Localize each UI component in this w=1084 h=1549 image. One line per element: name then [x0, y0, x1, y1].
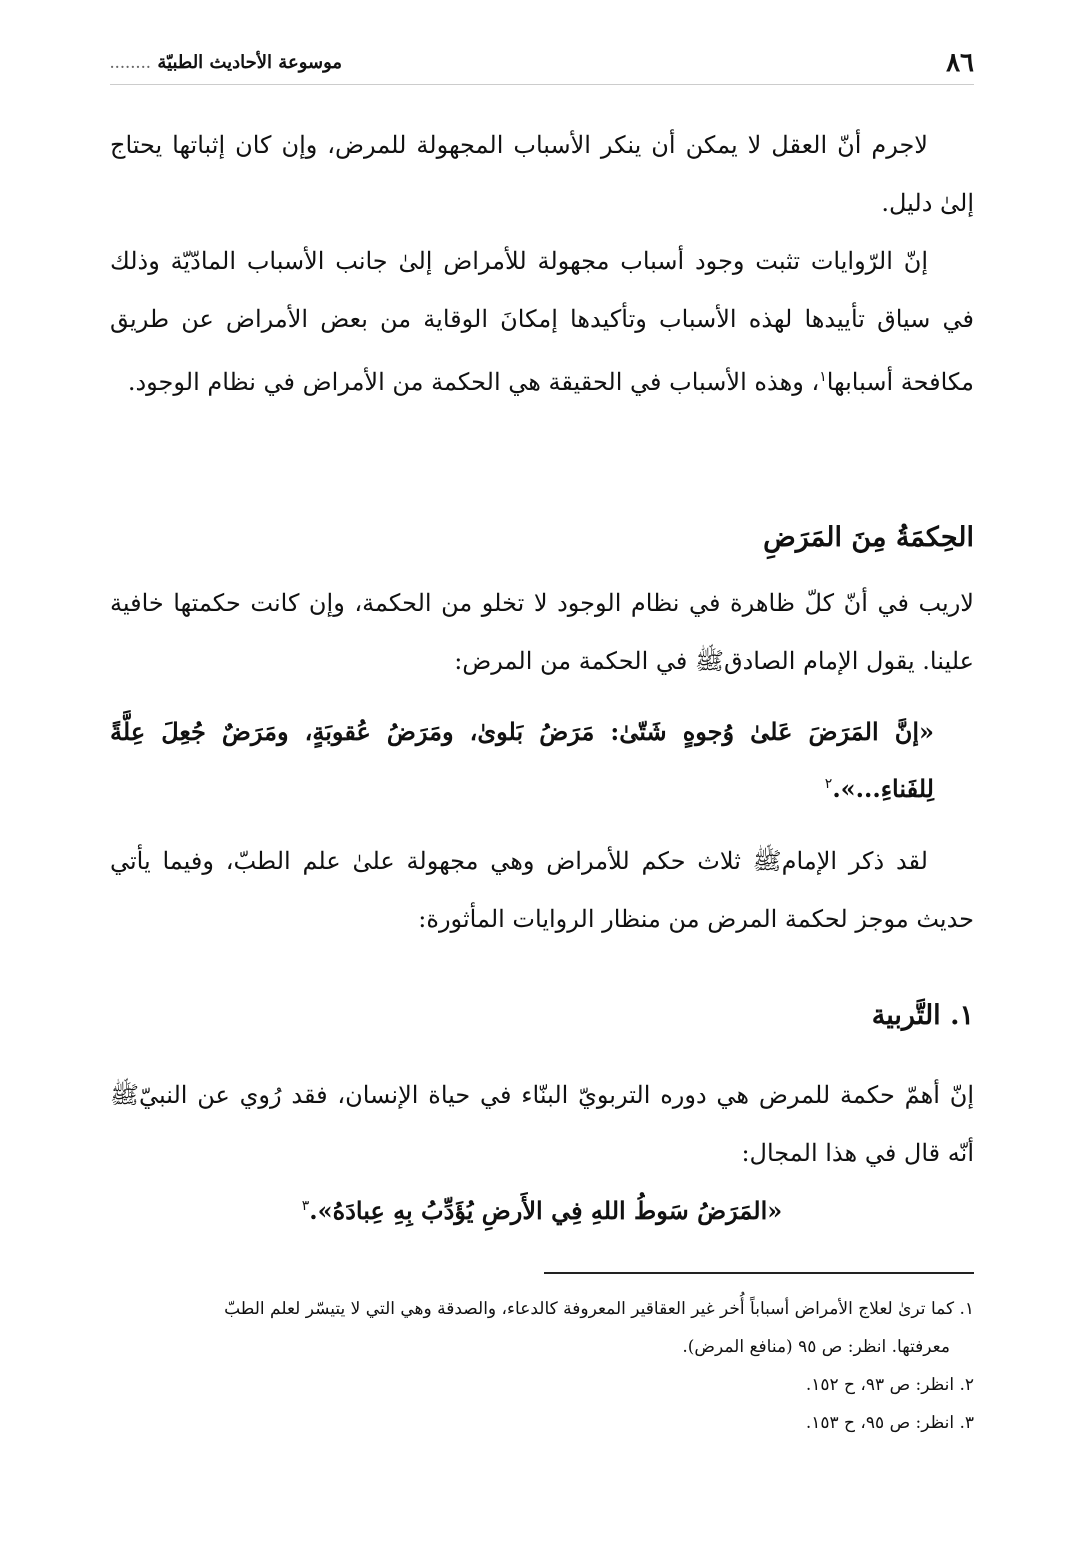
footnote-ref-3: ٣	[301, 1198, 310, 1214]
dotted-leader: ........	[110, 57, 152, 71]
footnote-1: ١. كما ترىٰ لعلاج الأمراض أسباباً أُخر غير العقاقير المعروفة كالدعاء، والصدقة وهي التي لا يتيسّر لعلم الطبّ	[224, 1299, 974, 1319]
running-title	[110, 52, 342, 73]
paragraph-1: لاجرم أنّ العقل لا يمكن أن ينكر الأسباب المجهولة للمرض، وإن كان إثباتها يحتاج إلىٰ دليل.	[110, 131, 974, 217]
subsection-heading: ١. التَّربية	[871, 1000, 974, 1031]
section-heading: الحِكمَةُ مِنَ المَرَضِ	[763, 522, 974, 553]
paragraph-2-text-b: ، وهذه الأسباب في الحقيقة هي الحكمة من الأمراض في نظام الوجود.	[127, 368, 820, 396]
footnote-1-continuation: معرفتها. انظر: ص ٩٥ (منافع المرض).	[682, 1337, 950, 1357]
header-divider	[110, 84, 974, 85]
footnotes	[110, 1290, 974, 1442]
after-quote-paragraph	[110, 832, 974, 948]
paragraph-2-text-a: إنّ الرّوايات تثبت وجود أسباب مجهولة للأمراض إلىٰ جانب الأسباب المادّيّة وذلك في سياق تأييدها لهذه الأسباب وتأكيدها إمكانَ الوقاية من بعض الأمراض عن طريق مكافحة أسبابها	[110, 247, 974, 396]
footnote-divider	[544, 1272, 974, 1274]
book-title: موسوعة الأحاديث الطبيّة	[157, 52, 343, 73]
footnote-ref-1: ١	[819, 369, 827, 385]
paragraph-2	[110, 232, 974, 411]
footnote-2: ٢. انظر: ص ٩٣، ح ١٥٢.	[805, 1375, 974, 1395]
prophet-quote	[110, 1196, 974, 1225]
imam-sadiq-quote	[110, 706, 934, 815]
page-number: ٨٦	[946, 48, 974, 78]
opening-paragraphs	[110, 116, 974, 411]
section-intro	[110, 574, 974, 690]
quote-2-text: «المَرَضُ سَوطُ اللهِ فِي الأَرضِ يُؤَدِّبُ بِهِ عِبادَهُ».	[309, 1196, 783, 1225]
footnote-3: ٣. انظر: ص ٩٥، ح ١٥٣.	[805, 1413, 974, 1433]
after-quote-text: لقد ذكر الإمامﷺ ثلاث حكم للأمراض وهي مجهولة علىٰ علم الطبّ، وفيما يأتي حديث موجز لحكمة المرض من منظار الروايات المأثورة:	[110, 847, 974, 933]
quote-1-text: «إنَّ المَرَضَ عَلىٰ وُجوهٍ شَتّىٰ: مَرَضُ بَلوىٰ، ومَرَضُ عُقوبَةٍ، ومَرَضٌ جُعِلَ عِلَّةً لِلفَناءِ...».	[110, 717, 934, 803]
subsection-paragraph: إنّ أهمّ حكمة للمرض هي دوره التربويّ البنّاء في حياة الإنسان، فقد رُوي عن النبيّﷺ أنّه قال في هذا المجال:	[110, 1081, 974, 1167]
footnote-ref-2: ٢	[824, 776, 833, 792]
page-header	[110, 48, 974, 82]
section-intro-paragraph: لاريب في أنّ كلّ ظاهرة في نظام الوجود لا تخلو من الحكمة، وإن كانت حكمتها خافية علينا. يقول الإمام الصادقﷺ في الحكمة من المرض:	[110, 589, 974, 675]
subsection-body	[110, 1066, 974, 1182]
